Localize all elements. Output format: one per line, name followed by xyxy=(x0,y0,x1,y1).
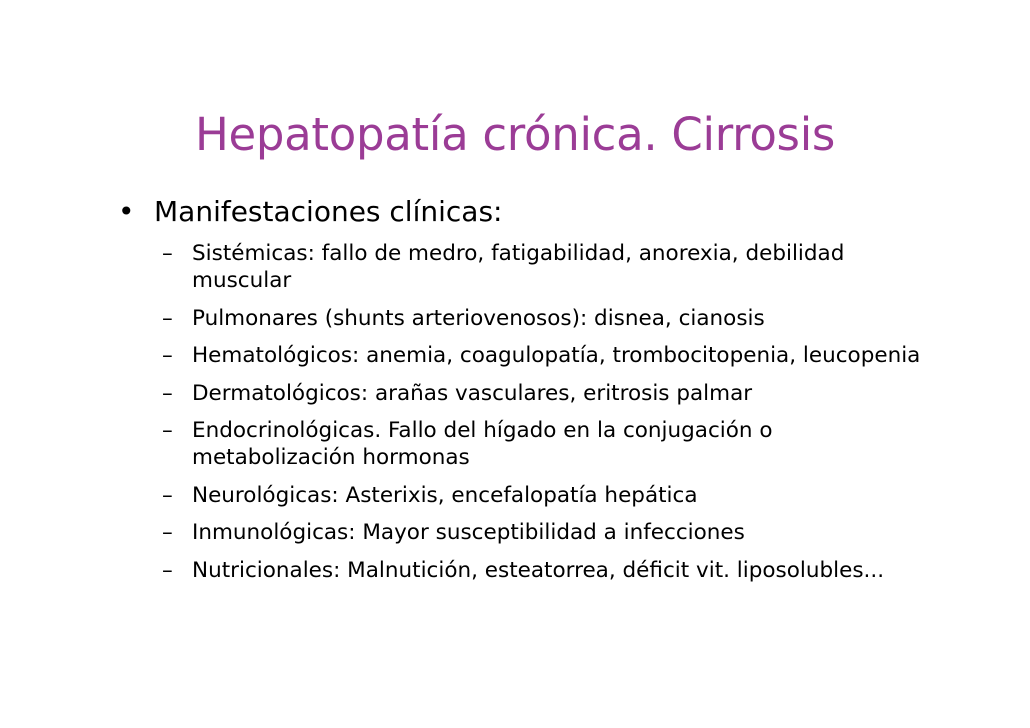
bullet-marker: • xyxy=(118,195,135,228)
dash-marker: – xyxy=(162,380,173,406)
dash-marker: – xyxy=(162,520,173,545)
sub-bullet-text: Neurológicas: Asterixis, encefalopatía hepática xyxy=(192,482,698,508)
sub-bullet-text: Hematológicos: anemia, coagulopatía, trombocitopenia, leucopenia xyxy=(192,343,921,368)
dash-marker: – xyxy=(162,241,173,266)
sub-bullet-list xyxy=(162,240,942,594)
dash-marker: – xyxy=(162,343,173,368)
sub-bullet-text: Pulmonares (shunts arteriovenosos): disnea, cianosis xyxy=(192,305,765,331)
main-bullet-text: Manifestaciones clínicas: xyxy=(154,195,503,228)
dash-marker: – xyxy=(162,305,173,331)
sub-bullet-text: Sistémicas: fallo de medro, fatigabilidad, anorexia, debilidad muscular xyxy=(192,241,845,293)
sub-bullet-item xyxy=(162,417,942,471)
sub-bullet-text: Nutricionales: Malnutición, esteatorrea, déficit vit. liposolubles... xyxy=(192,557,885,583)
sub-bullet-item xyxy=(162,482,942,509)
sub-bullet-item xyxy=(162,342,942,369)
sub-bullet-text: Inmunológicas: Mayor susceptibilidad a infecciones xyxy=(192,520,745,545)
sub-bullet-text: Dermatológicos: arañas vasculares, eritrosis palmar xyxy=(192,380,753,406)
sub-bullet-item xyxy=(162,519,942,546)
dash-marker: – xyxy=(162,418,173,443)
main-bullet xyxy=(118,194,502,230)
sub-bullet-text: Endocrinológicas. Fallo del hígado en la conjugación o metabolización hormonas xyxy=(192,418,773,470)
sub-bullet-item xyxy=(162,557,942,584)
sub-bullet-item xyxy=(162,240,942,294)
sub-bullet-item xyxy=(162,305,942,332)
dash-marker: – xyxy=(162,557,173,583)
sub-bullet-item xyxy=(162,380,942,407)
dash-marker: – xyxy=(162,482,173,508)
slide-title: Hepatopatía crónica. Cirrosis xyxy=(194,108,836,161)
